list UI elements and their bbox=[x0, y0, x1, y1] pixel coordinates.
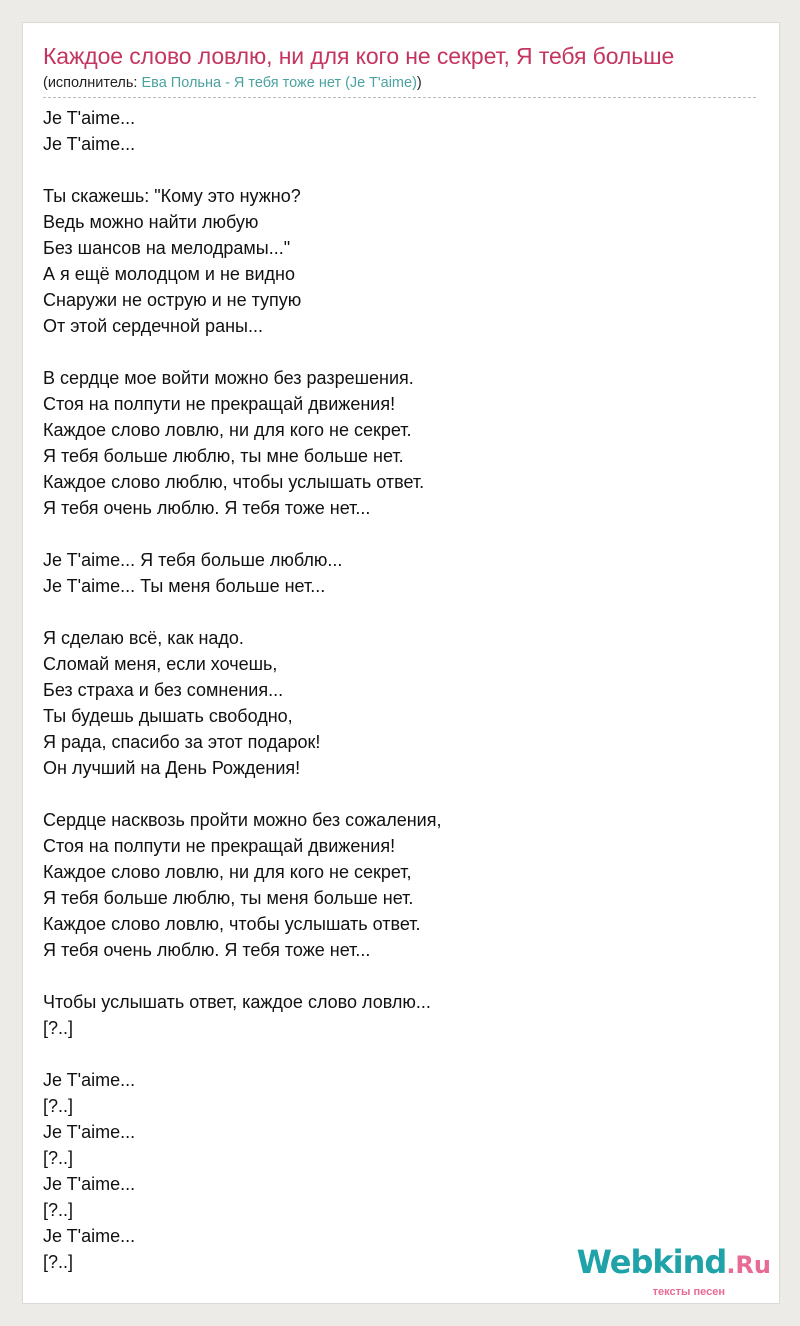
lyric-line: Я тебя очень люблю. Я тебя тоже нет... bbox=[43, 940, 371, 960]
lyric-line bbox=[43, 781, 441, 807]
lyric-line bbox=[43, 963, 441, 989]
lyric-line: Каждое слово ловлю, ни для кого не секрет, bbox=[43, 862, 412, 882]
lyric-line: Каждое слово ловлю, чтобы услышать ответ. bbox=[43, 914, 421, 934]
lyric-line: Ты будешь дышать свободно, bbox=[43, 706, 293, 726]
lyric-line: Я тебя больше люблю, ты меня больше нет. bbox=[43, 888, 414, 908]
lyric-line bbox=[43, 339, 441, 365]
lyric-line: Je T'aime... bbox=[43, 1174, 136, 1194]
lyric-line: Ты скажешь: "Кому это нужно? bbox=[43, 186, 301, 206]
lyric-line bbox=[43, 1041, 441, 1067]
lyric-line bbox=[43, 521, 441, 547]
logo-name: Webkind bbox=[576, 1243, 727, 1281]
lyrics-text bbox=[43, 105, 441, 1275]
lyric-line: Сломай меня, если хочешь, bbox=[43, 654, 278, 674]
lyric-line: Чтобы услышать ответ, каждое слово ловлю... bbox=[43, 992, 431, 1012]
lyric-line: [?..] bbox=[43, 1096, 74, 1116]
lyric-line: Я тебя очень люблю. Я тебя тоже нет... bbox=[43, 498, 371, 518]
logo-tagline: тексты песен bbox=[652, 1286, 725, 1298]
page-title: Каждое слово ловлю, ни для кого не секрет, Я тебя больше bbox=[43, 43, 675, 69]
lyric-line: Я тебя больше люблю, ты мне больше нет. bbox=[43, 446, 404, 466]
lyric-line: [?..] bbox=[43, 1018, 74, 1038]
lyric-line: В сердце мое войти можно без разрешения. bbox=[43, 368, 414, 388]
lyric-line: Je T'aime... Я тебя больше люблю... bbox=[43, 550, 343, 570]
lyric-line: Он лучший на День Рождения! bbox=[43, 758, 301, 778]
lyric-line: Каждое слово люблю, чтобы услышать ответ. bbox=[43, 472, 425, 492]
lyric-line: Стоя на полпути не прекращай движения! bbox=[43, 836, 396, 856]
artist-line bbox=[43, 75, 422, 91]
lyric-line: Я сделаю всё, как надо. bbox=[43, 628, 244, 648]
divider bbox=[43, 97, 756, 98]
webkind-logo[interactable] bbox=[577, 1245, 771, 1299]
lyric-line: Je T'aime... bbox=[43, 1122, 136, 1142]
lyric-line: Стоя на полпути не прекращай движения! bbox=[43, 394, 396, 414]
lyric-line: [?..] bbox=[43, 1148, 74, 1168]
lyric-line: Je T'aime... Ты меня больше нет... bbox=[43, 576, 326, 596]
lyric-line: Сердце насквозь пройти можно без сожаления, bbox=[43, 810, 442, 830]
lyrics-card bbox=[22, 22, 780, 1304]
lyric-line: Je T'aime... bbox=[43, 134, 136, 154]
lyric-line: От этой сердечной раны... bbox=[43, 316, 263, 336]
lyric-line: Je T'aime... bbox=[43, 108, 136, 128]
lyric-line bbox=[43, 157, 441, 183]
lyric-line: Я рада, спасибо за этот подарок! bbox=[43, 732, 321, 752]
lyric-line: Je T'aime... bbox=[43, 1070, 136, 1090]
lyric-line: [?..] bbox=[43, 1200, 74, 1220]
lyric-line: Je T'aime... bbox=[43, 1226, 136, 1246]
lyric-line: Снаружи не острую и не тупую bbox=[43, 290, 302, 310]
lyric-line: Без шансов на мелодрамы..." bbox=[43, 238, 291, 258]
lyric-line: Ведь можно найти любую bbox=[43, 212, 259, 232]
logo-wordmark bbox=[577, 1245, 771, 1286]
lyric-line: Без страха и без сомнения... bbox=[43, 680, 284, 700]
artist-suffix: ) bbox=[416, 75, 422, 91]
artist-prefix: (исполнитель: bbox=[43, 75, 142, 91]
lyric-line: А я ещё молодцом и не видно bbox=[43, 264, 295, 284]
lyric-line: [?..] bbox=[43, 1252, 74, 1272]
lyric-line bbox=[43, 599, 441, 625]
artist-song-link[interactable]: Ева Польна - Я тебя тоже нет (Je T'aime) bbox=[141, 75, 417, 91]
logo-tld: .Ru bbox=[726, 1251, 771, 1279]
lyric-line: Каждое слово ловлю, ни для кого не секрет. bbox=[43, 420, 412, 440]
